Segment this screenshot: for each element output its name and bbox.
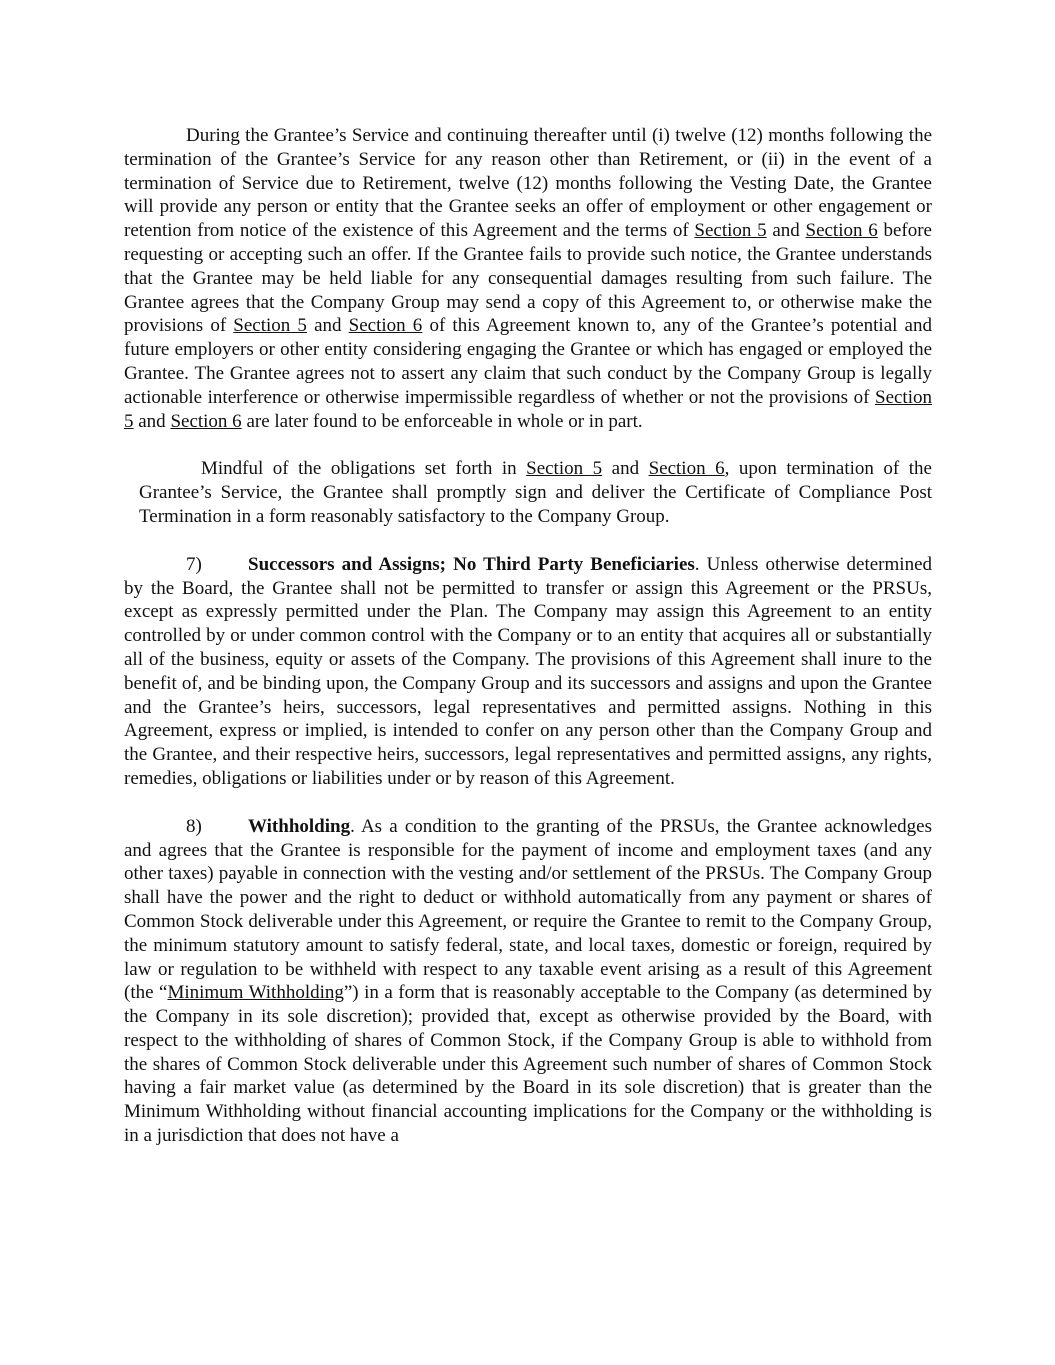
section-reference: Section 5 (694, 220, 767, 242)
text-run: and (766, 220, 806, 242)
section-reference: Section 6 (170, 410, 242, 432)
paragraph-notice-obligation (124, 124, 932, 433)
text-run: ”) in a form that is reasonably acceptable to the Company (as determined by the Company in its sole discretion); provided that, except as otherwise provided by the Board, with respect to the withholding of shares of Common Stock, if the Company Group is able to withhold from the shares of Common Stock deliverable under this Agreement such number of shares of Common Stock having a fair market value (as determined by the Board in its sole discretion) that is greater than the Minimum Withholding without financial accounting implications for the Company or the withholding is in a jurisdiction that does not have a (124, 982, 932, 1147)
defined-term: Minimum Withholding (167, 982, 344, 1004)
text-run: . As a condition to the granting of the PRSUs, the Grantee acknowledges and agrees that the Grantee is responsible for the payment of income and employment taxes (and any other taxes) payable in connection with the vesting and/or settlement of the PRSUs. The Company Group shall have the power and the right to deduct or withhold automatically from any payment or shares of Common Stock deliverable under this Agreement, or require the Grantee to remit to the Company Group, the minimum statutory amount to satisfy federal, state, and local taxes, domestic or foreign, required by law or regulation to be withheld with respect to any taxable event arising as a result of this Agreement (the “ (124, 815, 932, 1004)
section-reference: Section 5 (124, 386, 932, 432)
text-run: of this Agreement known to, any of the Grantee’s potential and future employers or other entity considering engaging the Grantee or which has engaged or employed the Grantee. The Grantee agrees not to assert any claim that such conduct by the Company Group is legally actionable interference or otherwise impermissible regardless of whether or not the provisions of (124, 315, 932, 408)
document-page (124, 124, 932, 1172)
section-7-successors (124, 553, 932, 791)
section-reference: Section 5 (526, 458, 603, 480)
paragraph-certificate-compliance (124, 457, 932, 528)
text-run: are later found to be enforceable in whole or in part. (241, 410, 643, 432)
section-reference: Section 6 (805, 220, 878, 242)
section-8-withholding (124, 815, 932, 1148)
text-run: and (306, 315, 349, 337)
section-number: 7) (186, 553, 202, 575)
text-run: and (602, 458, 649, 480)
section-number: 8) (186, 815, 202, 837)
text-run: Mindful of the obligations set forth in (201, 458, 527, 480)
text-run: During the Grantee’s Service and continuing thereafter until (i) twelve (12) months following the termination of the Grantee’s Service for any reason other than Retirement, or (ii) in the event of a termination of Service due to Retirement, twelve (12) months following the Vesting Date, the Grantee will provide any person or entity that the Grantee seeks an offer of employment or other engagement or retention from notice of the existence of this Agreement and the terms of (124, 125, 932, 242)
section-reference: Section 5 (233, 315, 307, 337)
section-heading: Successors and Assigns; No Third Party Beneficiaries (248, 553, 695, 575)
section-reference: Section 6 (648, 458, 725, 480)
text-run: , upon termination of the Grantee’s Service, the Grantee shall promptly sign and deliver the Certificate of Compliance Post Termination in a form reasonably satisfactory to the Company Group. (139, 458, 932, 527)
text-run: and (133, 410, 171, 432)
section-heading: Withholding (248, 815, 351, 837)
section-body: . Unless otherwise determined by the Board, the Grantee shall not be permitted to transfer or assign this Agreement or the PRSUs, except as expressly permitted under the Plan. The Company may assign this Agreement to an entity controlled by or under common control with the Company or to an entity that acquires all or substantially all of the business, equity or assets of the Company. The provisions of this Agreement shall inure to the benefit of, and be binding upon, the Company Group and its successors and assigns and upon the Grantee and the Grantee’s heirs, successors, legal representatives and permitted assigns. Nothing in this Agreement, express or implied, is intended to confer on any person other than the Company Group and the Grantee, and their respective heirs, successors, legal representatives and permitted assigns, any rights, remedies, obligations or liabilities under or by reason of this Agreement. (124, 553, 932, 789)
text-run: before requesting or accepting such an offer. If the Grantee fails to provide such notice, the Grantee understands that the Grantee may be held liable for any consequential damages resulting from such failure. The Grantee agrees that the Company Group may send a copy of this Agreement to, or otherwise make the provisions of (124, 220, 932, 337)
section-reference: Section 6 (348, 315, 423, 337)
